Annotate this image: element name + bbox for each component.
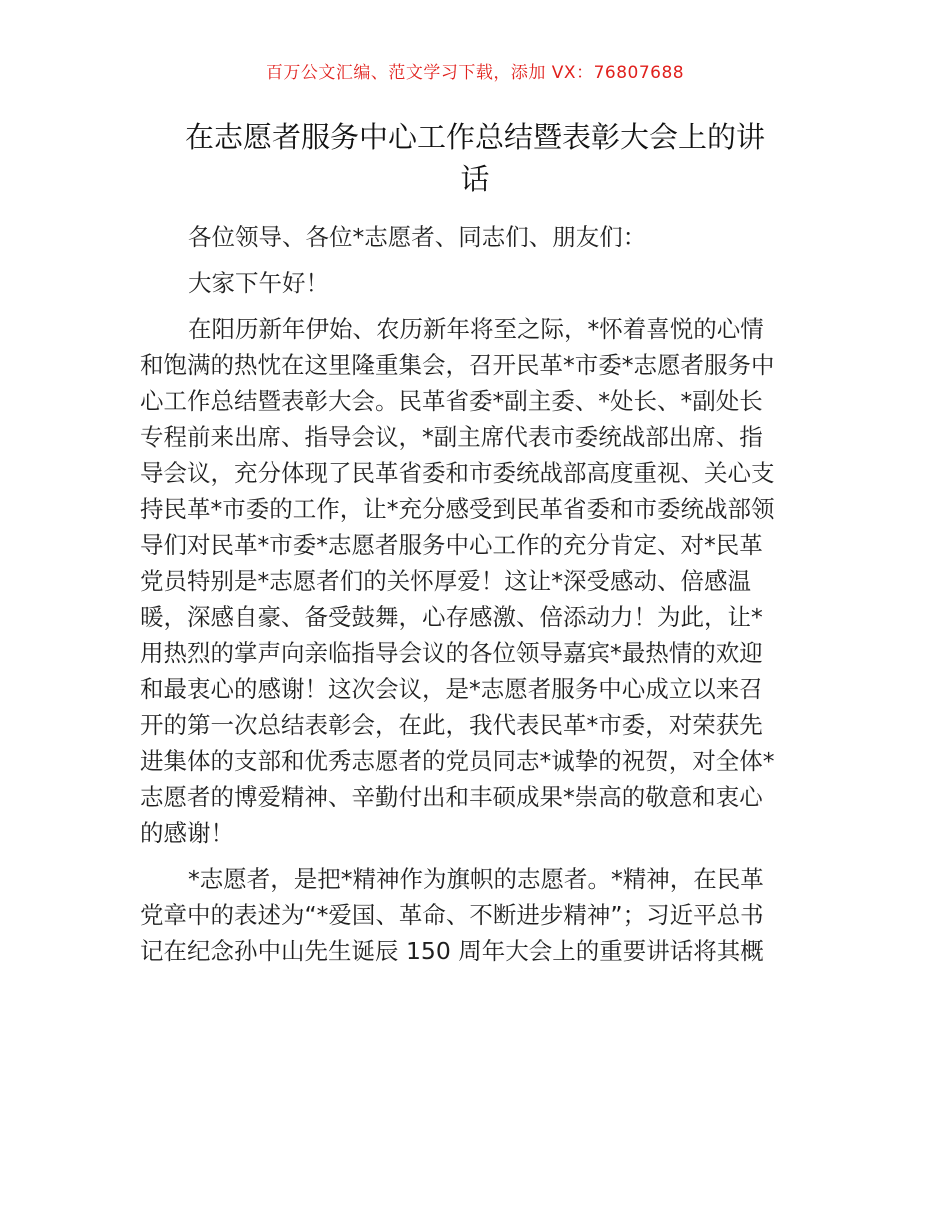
text-line: 用热烈的掌声向亲临指导会议的各位领导嘉宾*最热情的欢迎 xyxy=(140,639,763,667)
text-line: 党员特别是*志愿者们的关怀厚爱！这让*深受感动、倍感温 xyxy=(140,567,751,595)
salutation-line: 各位领导、各位*志愿者、同志们、朋友们： xyxy=(188,223,647,251)
document-body xyxy=(140,219,812,969)
text-line: 导们对民革*市委*志愿者服务中心工作的充分肯定、对*民革 xyxy=(140,531,763,559)
text-line: 暖，深感自豪、备受鼓舞，心存感激、倍添动力！为此，让* xyxy=(140,603,763,631)
watermark-banner: 百万公文汇编、范文学习下载，添加 VX：76807688 xyxy=(265,63,685,83)
greeting-paragraph xyxy=(140,265,812,301)
salutation-paragraph xyxy=(140,219,812,255)
paragraph-1 xyxy=(140,311,812,851)
greeting-line: 大家下午好！ xyxy=(188,269,329,297)
text-line: 开的第一次总结表彰会，在此，我代表民革*市委，对荣获先 xyxy=(140,711,763,739)
text-line: 的感谢！ xyxy=(140,819,234,847)
text-line: 专程前来出席、指导会议，*副主席代表市委统战部出席、指 xyxy=(140,423,763,451)
text-line: 和饱满的热忱在这里隆重集会，召开民革*市委*志愿者服务中 xyxy=(140,351,775,379)
text-line: 志愿者的博爱精神、辛勤付出和丰硕成果*崇高的敬意和衷心 xyxy=(140,783,763,811)
page-title xyxy=(140,116,810,200)
text-line: 导会议，充分体现了民革省委和市委统战部高度重视、关心支 xyxy=(140,459,775,487)
title-line-1: 在志愿者服务中心工作总结暨表彰大会上的讲 xyxy=(184,120,765,154)
paragraph-2 xyxy=(140,861,812,969)
text-line: 党章中的表述为“*爱国、革命、不断进步精神”；习近平总书 xyxy=(140,901,764,929)
text-line: 记在纪念孙中山先生诞辰 150 周年大会上的重要讲话将其概 xyxy=(140,937,764,965)
title-line-2: 话 xyxy=(460,162,490,196)
text-line: 在阳历新年伊始、农历新年将至之际，*怀着喜悦的心情 xyxy=(188,315,764,343)
text-line: 心工作总结暨表彰大会。民革省委*副主委、*处长、*副处长 xyxy=(140,387,763,415)
text-line: 和最衷心的感谢！这次会议，是*志愿者服务中心成立以来召 xyxy=(140,675,763,703)
text-line: 进集体的支部和优秀志愿者的党员同志*诚挚的祝贺，对全体* xyxy=(140,747,775,775)
text-line: 持民革*市委的工作，让*充分感受到民革省委和市委统战部领 xyxy=(140,495,775,523)
text-line: *志愿者，是把*精神作为旗帜的志愿者。*精神，在民革 xyxy=(188,865,764,893)
